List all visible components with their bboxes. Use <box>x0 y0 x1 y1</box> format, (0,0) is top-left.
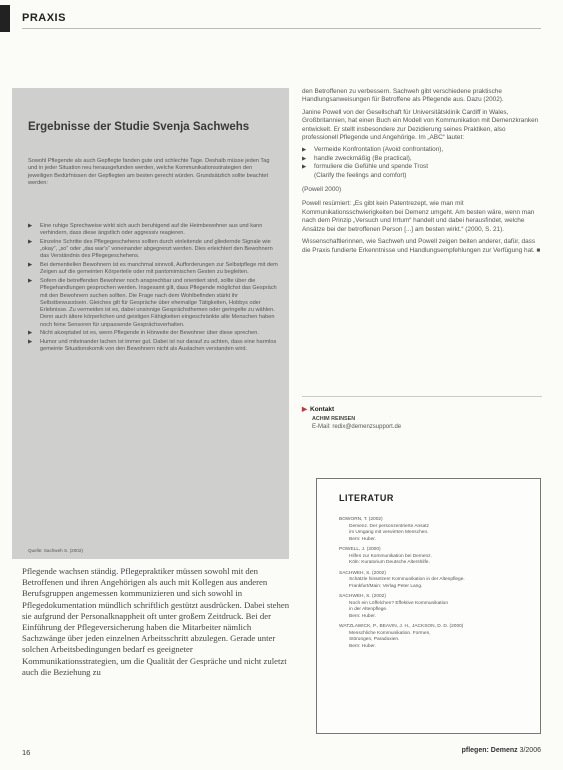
end-square-icon: ■ <box>536 246 541 254</box>
triangle-bullet-icon: ▶ <box>302 164 307 171</box>
list-source: (Powell 2000) <box>302 186 342 194</box>
list-item: ▶ Bei dementiellen Bewohnern ist es manchmal sinnvoll, Aufforderungen zur Selbstpflege mit dem Zeigen auf die gemeinten Körperteile oder mit pantomimischen Gesten zu begleiten. <box>28 262 278 276</box>
literature-title: LITERATUR <box>339 493 394 503</box>
footer-magazine: pflegen: Demenz 3/2006 <box>461 747 541 754</box>
list-item: SACHWEH, S. (2002) Noch ein Löffelchen? Effektive Kommunikation in der Altenpflege. Bern: Huber. <box>339 594 449 619</box>
list-item: ▶ Humor und miteinander lachen ist immer gut. Dabei ist nur darauf zu achten, dass eine harmlos gemeinte Situationskomik von den Bewohnern nicht als Auslachen verstanden wird. <box>28 338 277 353</box>
study-box-list <box>28 223 282 355</box>
header-rule <box>22 28 541 29</box>
study-box-source: Quelle: Sachweh S. (2002) <box>28 548 83 553</box>
triangle-bullet-icon: ▶ <box>28 277 33 284</box>
literature-list <box>339 517 529 654</box>
triangle-bullet-icon: ▶ <box>28 223 33 229</box>
triangle-bullet-icon: ▶ <box>302 147 307 154</box>
list-item: ▶ formuliere die Gefühle und spende Trost <box>302 163 429 171</box>
list-item: BOWORN, T. (2002) Demenz. Der personzentrierte Ansatz im Umgang mit verwirrten Menschen. Bern: Huber. <box>339 517 429 542</box>
list-item: WATZLAWICK, P., BEAVIN, J. H., JACKSON, D. D. (2000) Menschliche Kommunikation. Formen, Störungen, Paradoxien. Bern: Huber. <box>339 624 464 649</box>
body-text: Pflegende wachsen ständig. Pflegepraktiker müssen sowohl mit den Betroffenen und ihren Angehörigen als auch mit Kollegen aus anderen Berufsgruppen angemessen kommunizieren und sich sowohl in Pflegedokumentation mündlich schriftlich gestützt ausdrücken. Dabei stehen sie aufgrund der Personalknappheit oft unter großem Zeitdruck. Bei der Einführung der Pflegeversicherung haben die Mitarbeiter nämlich Sachzwänge über jeden einzelnen Arbeitsschritt abzulegen. Gerade unter solchen Arbeitsbedingungen bedarf es geeigneter Kommunikationsstrategien, um die Qualität der Gespräche und nicht zuletzt auch die Beziehung zu <box>22 566 290 677</box>
abc-list <box>302 146 542 180</box>
paragraph: den Betroffenen zu verbessern. Sachweh gibt verschiedene praktische Handlungsanweisungen für Betroffene als Pflegende aus. Dazu (2002). <box>302 88 504 104</box>
section-marker-bar <box>0 5 10 32</box>
literature-box <box>316 478 541 734</box>
contact-name: ACHIM REINSEN <box>312 416 356 422</box>
paragraph: Powell resümiert: „Es gibt kein Patentrezept, wie man mit Kommunikationsschwierigkeiten bei Demenz umgeht. Am besten wäre, wenn man nach dem Prinzip „Versuch und Irrtum“ handelt und dabei herausfindet, welche Ansätze bei der betroffenen Person [...] am besten wirkt.“ (2000, S. 21). <box>302 200 535 233</box>
list-item-continuation: (Clarify the feelings and comfort) <box>314 171 407 179</box>
list-item: ▶ Sofern die betreffenden Bewohner noch ansprechbar und orientiert sind, sollte über die Pflegehandlungen gesprochen werden. Insgesamt gilt, dass Pflegende möglichst das Gespräch mit den Bewohnern suchen sollten. Die Frage nach dem Wohlbefinden stärkt ihr Selbstbewusstsein. Gleiches gilt für Gespräche über ehemalige Tätigkeiten, Hobbys oder Erlebnisse. Zu vermeiden ist es, dabei unsinnige Gesprächsthemen oder geringelte zu wählen. Denn auch ältere körperlichen und geistigen Fähigkeiten eingeschränkte alte Menschen haben noch feine Sensoren für unpassende Gesprächsverhalten. <box>28 277 277 328</box>
list-item: ▶ handle zweckmäßig (Be practical), <box>302 154 412 162</box>
page-number: 16 <box>22 748 31 757</box>
contact-heading: ▶ Kontakt <box>302 406 335 413</box>
triangle-bullet-icon: ▶ <box>302 155 307 162</box>
list-item: SACHWEH, S. (2002) Schätzle hinsetzen! Kommunikation in der Altenpflege. Frankfurt/Main: Verlag Peter Lang. <box>339 570 465 589</box>
list-item: ▶ Nicht akzeptabel ist es, wenn Pflegende in Hörweite der Bewohner über diese sprechen. <box>28 330 259 337</box>
triangle-bullet-icon: ▶ <box>302 406 307 413</box>
triangle-bullet-icon: ▶ <box>28 238 33 245</box>
study-results-box <box>12 88 289 559</box>
list-item: POWELL, J. (2000) Hilfen zur Kommunikation bei Demenz. Köln: Kuratorium Deutsche Altershilfe. <box>339 547 432 565</box>
contact-rule <box>302 396 542 397</box>
paragraph: Wissenschaftlerinnen, wie Sachweh und Powell zeigen beiten anderer, dafür, dass die Praxis fundierte Erkenntnisse und Handlungsempfehlungen zur Verfügung hat. ■ <box>302 238 541 254</box>
study-box-intro: Sowohl Pflegende als auch Gepflegte fanden gute und schlechte Tage. Deshalb müsse jeden Tag und in jeder Situation neu herausgefunden werden, welche Kommunikationsstrategien den jeweiligen Bedürfnissen der Gepflegten am besten gerecht würden. Grundsätzlich sollte beachtet werden: <box>28 158 270 187</box>
list-item: ▶ Einzelne Schritte des Pflegegeschehens sollten durch einleitende und gliedernde Signale wie „okay“, „so“ oder „das war's“ voneinander abgegrenzt werden. Dies erleichtert den Bewohnern das Verständnis des Pflegegeschehens. <box>28 238 273 260</box>
list-item: ▶ Vermeide Konfrontation (Avoid confrontation), <box>302 146 444 154</box>
triangle-bullet-icon: ▶ <box>28 330 33 337</box>
contact-block <box>302 396 542 430</box>
section-label: PRAXIS <box>22 12 66 24</box>
paragraph: Janine Powell von der Gesellschaft für Universitätsklinik Cardiff in Wales, Großbritannien, hat einen Buch ein Modell von Kommunikation mit Demenzkranken entwickelt. Er stellt insbesondere zur Dezidierung seines Praktiken, also professionell Pflegende und Angehörige. Im „ABC“ lautet: <box>302 108 539 142</box>
right-column-text <box>302 88 542 259</box>
triangle-bullet-icon: ▶ <box>28 262 33 269</box>
study-box-title: Ergebnisse der Studie Svenja Sachwehs <box>28 121 250 133</box>
footer-issue: 3/2006 <box>519 747 541 754</box>
list-item: ▶ Eine ruhige Sprechweise wirkt sich auch beruhigend auf die Heimbewohner aus und kann verhindern, dass diese ängstlich oder aggressiv reagieren. <box>28 223 263 237</box>
contact-email[interactable]: E-Mail: redix@demenzsupport.de <box>312 424 402 430</box>
triangle-bullet-icon: ▶ <box>28 338 33 345</box>
